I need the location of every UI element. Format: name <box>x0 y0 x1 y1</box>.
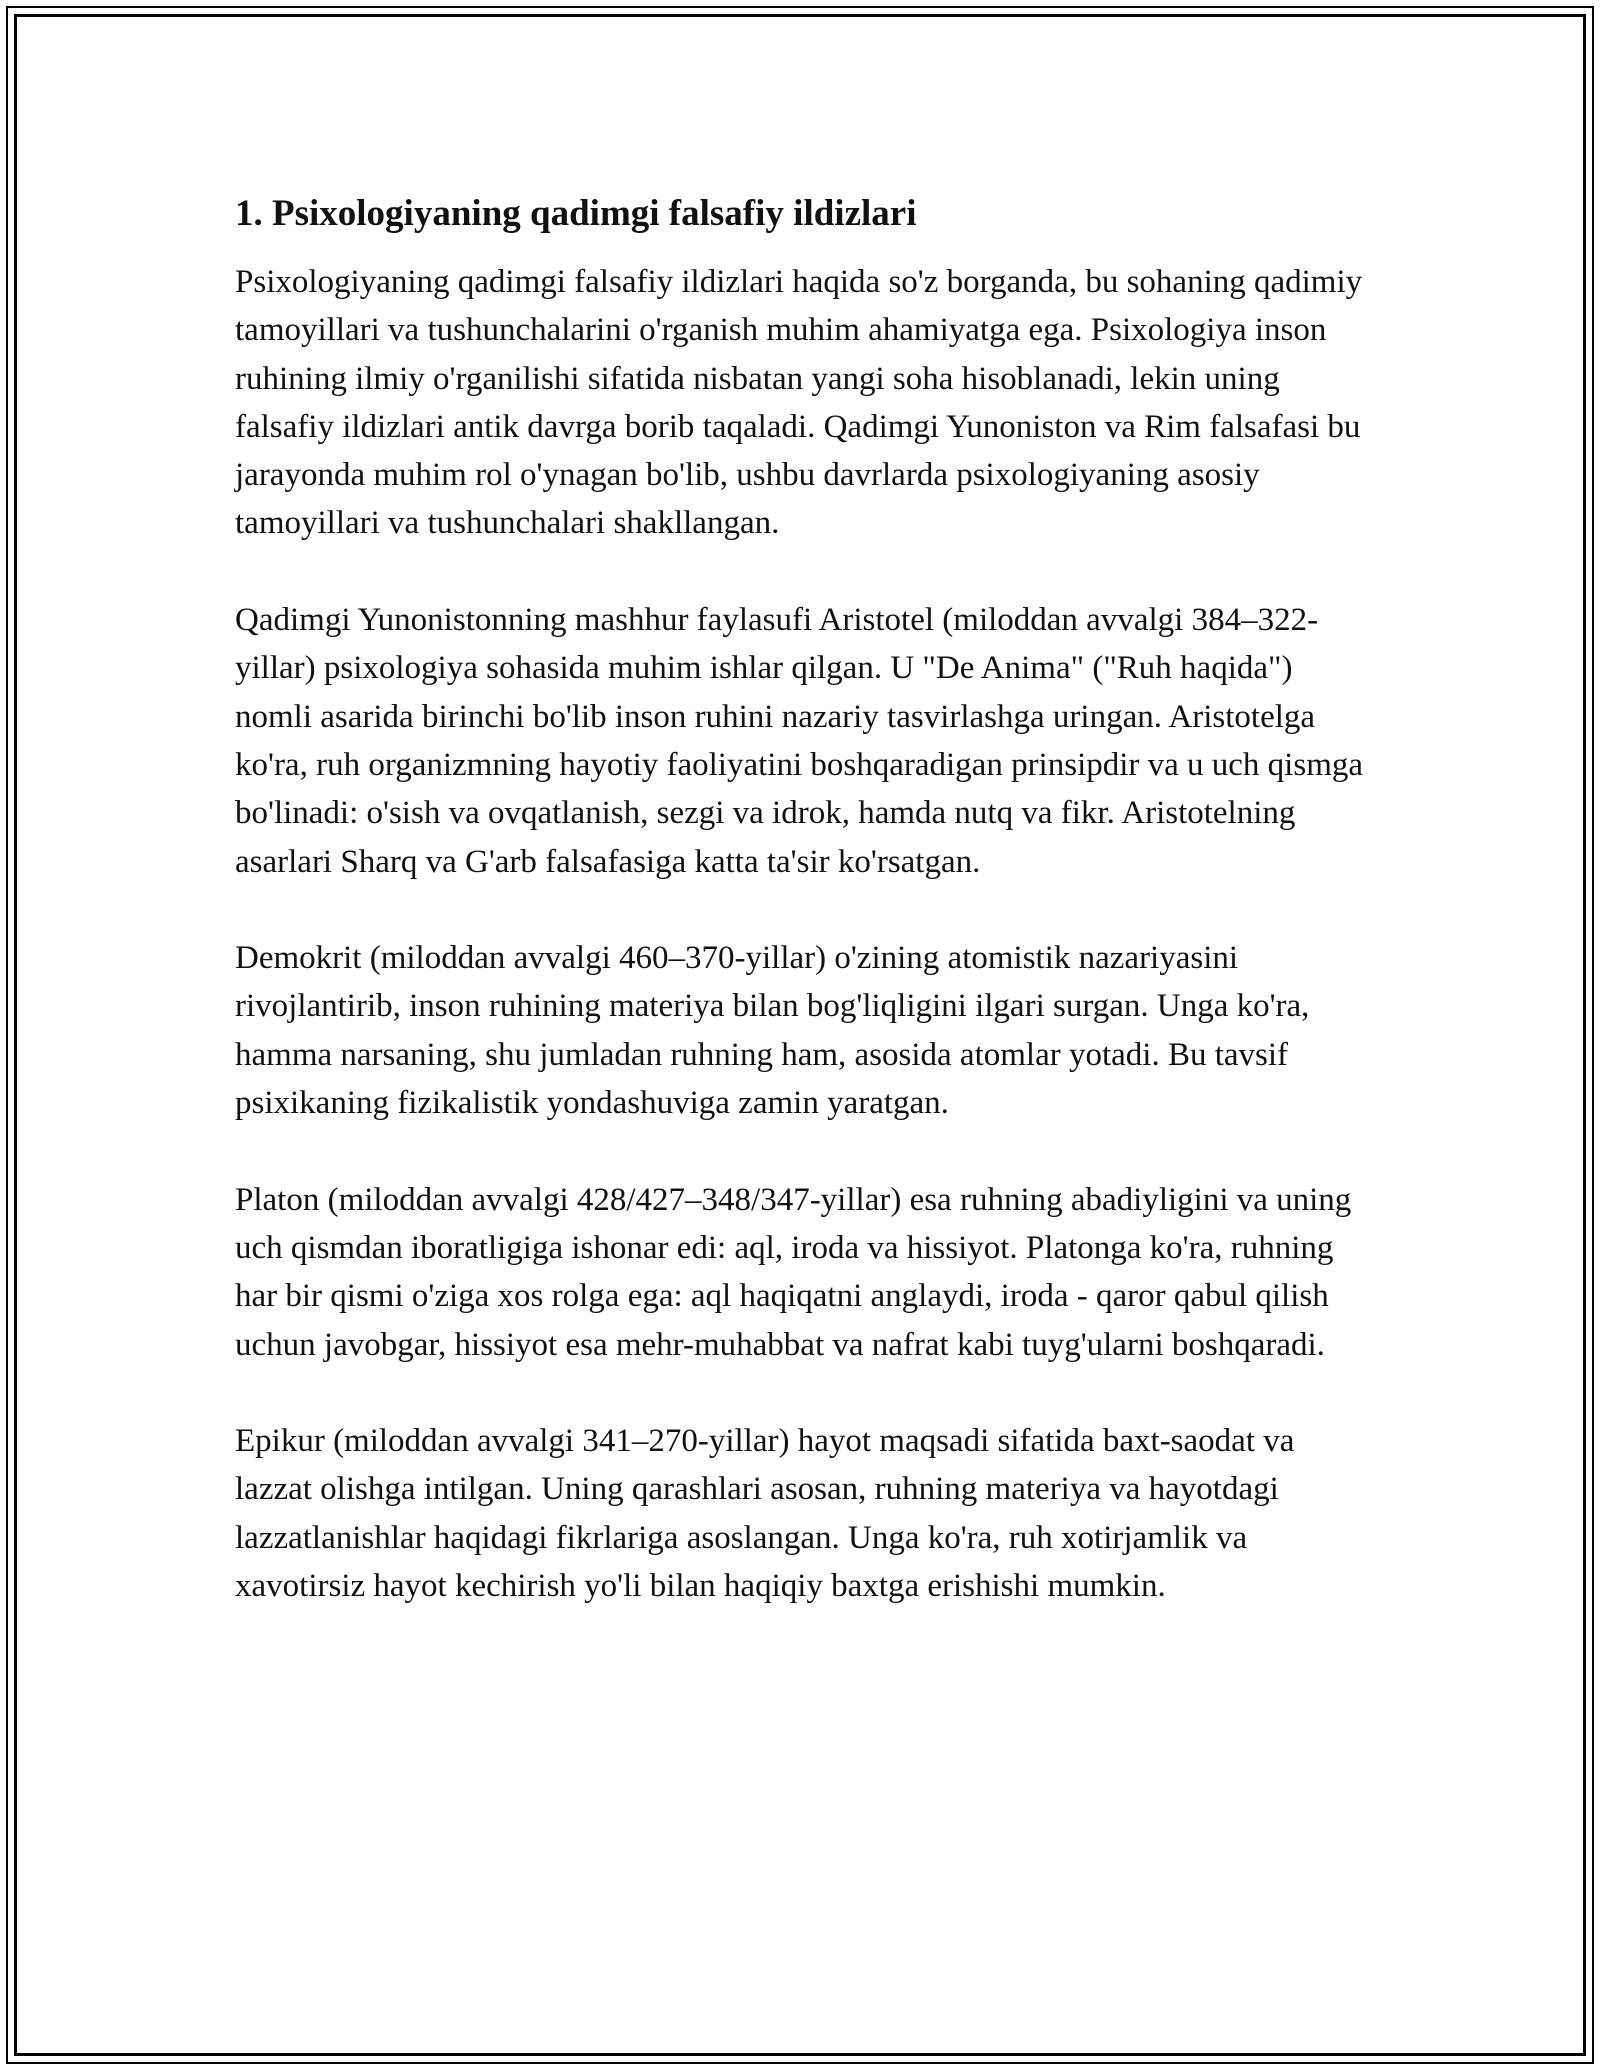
paragraph-epicurus: Epikur (miloddan avvalgi 341–270-yillar) hayot maqsadi sifatida baxt-saodat va lazzat olishga intilgan. Uning qarashlari asosan, ruhning materiya va hayotdagi lazzatlanishlar haqidagi fikrlariga asoslangan. Unga ko'ra, ruh xotirjamlik va xavotirsiz hayot kechirish yo'li bilan haqiqiy baxtga erishishi mumkin. <box>235 1423 1295 1605</box>
paragraph-democritus: Demokrit (miloddan avvalgi 460–370-yillar) o'zining atomistik nazariyasini rivojlantirib, inson ruhining materiya bilan bog'liqligini ilgari surgan. Unga ko'ra, hamma narsaning, shu jumladan ruhning ham, asosida atomlar yotadi. Bu tavsif psixikaning fizikalistik yondashuviga zamin yaratgan. <box>235 940 1310 1122</box>
paragraph-plato: Platon (miloddan avvalgi 428/427–348/347-yillar) esa ruhning abadiyligini va uning uch qismdan iboratligiga ishonar edi: aql, iroda va hissiyot. Platonga ko'ra, ruhning har bir qismi o'ziga xos rolga ega: aql haqiqatni anglaydi, iroda - qaror qabul qilish uchun javobgar, hissiyot esa mehr-muhabbat va nafrat kabi tuyg'ularni boshqaradi. <box>235 1181 1352 1363</box>
document-body <box>235 188 1370 1659</box>
paragraph-intro: Psixologiyaning qadimgi falsafiy ildizlari haqida so'z borganda, bu sohaning qadimiy tamoyillari va tushunchalarini o'rganish muhim ahamiyatga ega. Psixologiya inson ruhining ilmiy o'rganilishi sifatida nisbatan yangi soha hisoblanadi, lekin uning falsafiy ildizlari antik davrga borib taqaladi. Qadimgi Yunoniston va Rim falsafasi bu jarayonda muhim rol o'ynagan bo'lib, ushbu davrlarda psixologiyaning asosiy tamoyillari va tushunchalari shakllangan. <box>235 264 1363 542</box>
paragraph-aristotle: Qadimgi Yunonistonning mashhur faylasufi Aristotel (miloddan avvalgi 384–322-yillar) psixologiya sohasida muhim ishlar qilgan. U "De Anima" ("Ruh haqida") nomli asarida birinchi bo'lib inson ruhini nazariy tasvirlashga uringan. Aristotelga ko'ra, ruh organizmning hayotiy faoliyatini boshqaradigan prinsipdir va u uch qismga bo'linadi: o'sish va ovqatlanish, sezgi va idrok, hamda nutq va fikr. Aristotelning asarlari Sharq va G'arb falsafasiga katta ta'sir ko'rsatgan. <box>235 602 1364 880</box>
document-title: 1. Psixologiyaning qadimgi falsafiy ildizlari <box>235 193 917 234</box>
